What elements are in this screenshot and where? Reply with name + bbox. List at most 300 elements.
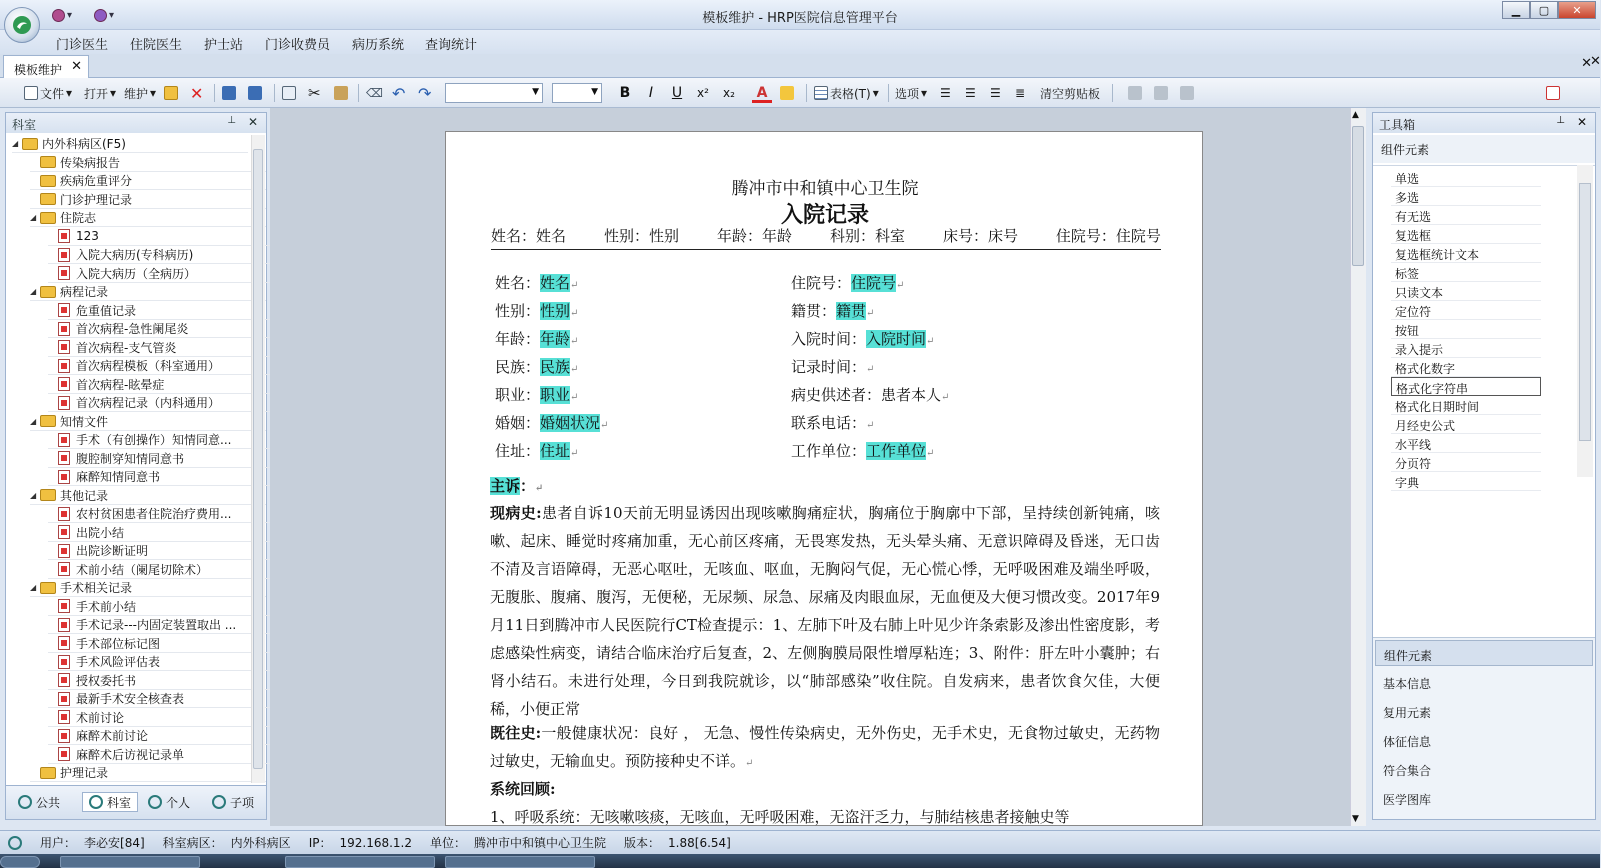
document-icon [58,655,70,669]
tree-item[interactable] [48,265,284,283]
component-list-scrollbar-thumb[interactable] [1579,183,1591,441]
tab-department-label: 科室 [107,795,132,810]
document-icon [58,470,70,484]
tree-item[interactable] [48,524,284,542]
paragraph-mark-icon: ↵ [600,420,609,431]
eraser-button[interactable] [366,83,383,103]
tree-item[interactable] [48,709,284,727]
redo-button[interactable] [418,83,431,103]
toolbar [0,78,1600,108]
present-illness-label: 现病史: [490,504,542,522]
patient-field[interactable] [791,356,874,377]
chevron-down-icon: ▾ [921,86,928,100]
open-folder-button[interactable] [164,83,178,103]
document-icon [58,433,70,447]
component-item[interactable]: 单选 [1391,168,1541,187]
toolbox-nav-item[interactable]: 复用元素 [1383,706,1432,720]
patient-field[interactable] [495,328,578,349]
tree-label: 入院大病历（全病历） [76,266,197,281]
field-value[interactable]: 婚姻状况 [540,414,601,432]
field-value[interactable]: 年龄 [540,330,571,348]
close-icon[interactable]: ✕ [247,115,258,129]
close-icon[interactable]: ✕ [71,59,82,74]
tree-label: 出院诊断证明 [76,544,149,558]
copy-icon [282,86,296,100]
tree-item[interactable] [48,727,284,745]
align-center-icon: ☰ [965,86,976,100]
tree-label: 手术（有创操作）知情同意... [76,433,232,447]
tree-item[interactable] [48,690,284,708]
field-value[interactable]: 姓名 [540,274,571,292]
tool-button-3[interactable] [1180,83,1194,103]
pin-icon[interactable]: ⊥ [227,115,236,126]
status-dept-value: 内外科病区 [230,836,291,850]
folder-icon [22,138,38,150]
paste-button[interactable] [334,83,348,103]
toolbox-title: 工具箱 [1379,118,1416,132]
document-icon [58,229,70,243]
template-tree [6,135,250,783]
status-unit-value: 腾冲市中和镇中心卫生院 [474,836,607,850]
tree-item[interactable] [48,320,284,338]
component-item[interactable]: 复选框 [1391,225,1541,244]
component-item[interactable]: 有无选 [1391,206,1541,225]
tree-folder[interactable] [30,283,266,301]
mail-icon [1154,86,1168,100]
field-value[interactable]: 职业 [540,386,571,404]
tree-folder[interactable] [30,191,266,209]
document-icon [58,729,70,743]
document-icon [58,636,70,650]
patient-field[interactable] [791,328,934,349]
folder-icon [40,193,56,205]
patient-field[interactable] [495,440,578,461]
tree-item[interactable] [48,672,284,690]
tree-folder[interactable] [30,487,266,505]
component-item[interactable]: 格式化日期时间 [1391,396,1541,415]
paragraph-mark-icon: ↵ [941,392,950,403]
font-family-select[interactable] [445,83,543,103]
options-label: 选项 [895,86,920,101]
document-icon [58,451,70,465]
component-item[interactable]: 只读文本 [1391,282,1541,301]
scroll-down-icon[interactable]: ▼ [1352,814,1359,824]
present-illness[interactable] [490,499,1160,723]
tree-label: 手术相关记录 [60,581,133,595]
tree-label: 授权委托书 [76,673,137,688]
tree-folder[interactable] [30,413,266,431]
document-icon [58,359,70,373]
taskbar-item[interactable] [285,856,435,868]
expand-triangle-icon[interactable]: ◢ [30,287,37,296]
tree-label: 麻醉术前讨论 [76,729,149,743]
status-unit [430,834,606,851]
chevron-down-icon: ▾ [66,86,73,100]
document-icon [58,396,70,410]
field-value[interactable]: 住址 [540,442,571,460]
patient-field[interactable] [791,272,904,293]
close-icon[interactable]: ✕ [1581,56,1592,71]
toolbox-nav-item[interactable]: 医学图库 [1383,793,1432,807]
align-center-button[interactable] [965,83,976,103]
past-history-text: 一般健康状况：良好 ， 无急、慢性传染病史，无外伤史，无手术史，无食物过敏史，无药物过敏史，无输血史。预防接种史不详。 [490,724,1160,770]
tree-label: 123 [76,229,99,243]
field-label: 入院时间： [791,330,867,348]
tab-subitem[interactable] [212,792,254,812]
undo-button[interactable] [392,83,405,103]
paragraph-mark-icon: ↵ [866,364,875,375]
tree-item[interactable] [48,616,284,634]
table-icon [814,86,828,100]
bold-button[interactable]: B [619,85,631,101]
patient-field[interactable] [495,412,608,433]
field-label: 年龄： [495,330,541,348]
justify-button[interactable] [1015,83,1025,103]
field-value[interactable]: 性别 [540,302,571,320]
tree-label: 农村贫困患者住院治疗费用... [76,507,232,521]
toolbar-separator [1112,84,1113,102]
status-ip [309,834,412,851]
header-age[interactable]: 年龄：年龄 [716,227,792,245]
paragraph-mark-icon: ↵ [926,448,935,459]
header-name[interactable]: 姓名：姓名 [491,227,567,245]
menu-query-stats[interactable]: 查询统计 [425,38,478,53]
component-item[interactable]: 月经史公式 [1391,415,1541,434]
superscript-button[interactable]: x² [697,86,709,100]
pdf-export-button[interactable] [1546,83,1560,103]
systems-review-label[interactable]: 系统回顾: [490,780,556,798]
component-item[interactable]: 标签 [1391,263,1541,282]
component-item[interactable]: 按钮 [1391,320,1541,339]
field-label: 病史供述者： [791,386,882,404]
document-scrollbar-thumb[interactable] [1352,126,1364,266]
document-icon [58,692,70,706]
clear-clipboard-button[interactable]: 清空剪贴板 [1040,86,1101,101]
tree-label: 首次病程模板（科室通用） [76,359,221,373]
open-menu-button[interactable] [84,83,116,103]
options-menu-button[interactable] [895,83,927,103]
tree-label: 术前讨论 [76,710,125,725]
status-ip-value: 192.168.1.2 [339,836,412,850]
patient-field[interactable] [791,412,874,433]
paragraph-mark-icon: ↵ [570,280,579,291]
tree-label: 术前小结（阑尾切除术） [76,562,209,577]
title-bar [0,0,1600,30]
eraser-icon: ⌫ [366,86,383,100]
tree-label: 出院小结 [76,525,125,540]
paragraph-mark-icon: ↵ [926,336,935,347]
align-left-button[interactable] [940,83,951,103]
chevron-down-icon: ▾ [872,86,879,100]
toolbox-nav-item[interactable]: 组件元素 [1375,640,1593,666]
tree-label: 最新手术安全核查表 [76,692,185,706]
toolbox-nav-item[interactable]: 基本信息 [1383,677,1432,691]
clipboard-icon [1128,86,1142,100]
table-label: 表格(T) [830,86,871,101]
expand-triangle-icon[interactable]: ◢ [30,490,37,500]
chevron-down-icon: ▾ [109,9,115,21]
component-item[interactable]: 复选框统计文本 [1391,244,1541,263]
align-right-icon: ☰ [990,86,1001,100]
paragraph-mark-icon: ↵ [570,336,579,347]
menu-nurse-station[interactable]: 护士站 [204,38,244,53]
pdf-icon [1546,86,1560,100]
subscript-button[interactable]: x₂ [723,86,735,100]
component-item[interactable]: 多选 [1391,187,1541,206]
paragraph-mark-icon: ↵ [570,448,579,459]
scroll-up-icon[interactable]: ▲ [1352,110,1359,120]
underline-button[interactable]: U [671,85,683,101]
patient-field[interactable] [495,272,578,293]
toolbox-nav-item[interactable]: 符合集合 [1383,764,1432,778]
menu-outpatient-doctor[interactable]: 门诊医生 [56,38,109,53]
tree-item[interactable] [48,431,284,449]
field-value[interactable]: 民族 [540,358,571,376]
component-list [1373,165,1595,490]
component-item[interactable]: 格式化字符串 [1391,377,1541,396]
tab-department[interactable] [82,792,138,812]
patient-field[interactable] [791,384,949,405]
tree-label: 首次病程-急性阑尾炎 [76,322,189,336]
save-button[interactable] [222,83,236,103]
present-illness-text: 患者自诉10天前无明显诱因出现咳嗽胸痛症状，胸痛位于胸廓中下部，呈持续创新钝痛，咳嗽、起床、睡觉时疼痛加重，无心前区疼痛，无畏寒发热，无头晕头痛、无意识障碍及昏迷，无口齿不清及言语障碍，无恶心呕吐，无咳血、呕血，无胸闷气促，无心慌心悸，无呼吸困难及端坐呼吸，无腹胀、腹痛、腹泻，无便秘，无尿频、尿急、尿痛及肉眼血尿，无血便及大便习惯改变。2017年9月11日到腾冲市人民医院行CT检查提示：1、左肺下叶及右肺上叶见少许条索影及渗出性密度影，考虑感染性病变，请结合临床治疗后复查，2、左侧胸膜局限性增厚粘连；3、附件：肝左叶小囊肿；右肾小结石。未进行处理，今日到我院就诊，以“肺部感染”收住院。自发病来，患者饮食欠佳，大便稀，小便正常 [490,504,1160,718]
patient-field[interactable] [495,384,578,405]
tree-folder[interactable] [30,209,266,227]
status-bar [0,830,1600,854]
component-item[interactable]: 格式化数字 [1391,358,1541,377]
tree-item[interactable] [48,246,284,264]
tree-item[interactable] [48,302,284,320]
close-button[interactable]: ✕ [1558,1,1596,19]
document-icon [58,303,70,317]
save-icon [222,86,236,100]
tree-label: 麻醉知情同意书 [76,470,161,484]
tab-public[interactable] [18,792,60,812]
tree-label: 手术部位标记图 [76,636,161,651]
chief-complaint[interactable]: 主诉：↵ [490,477,544,495]
document-icon [58,618,70,632]
taskbar-item[interactable] [445,856,595,868]
file-label: 文件 [40,86,65,101]
menu-inpatient-doctor[interactable]: 住院医生 [130,38,183,53]
tree-label: 首次病程-眩晕症 [76,377,165,392]
document-header-line [491,225,1161,250]
tree-item[interactable] [48,376,284,394]
justify-icon: ≣ [1015,86,1026,100]
patient-field[interactable] [495,300,578,321]
document-icon [58,599,70,613]
field-plain-value[interactable]: 患者本人 [881,386,942,404]
expand-triangle-icon[interactable]: ◢ [30,213,37,222]
document-icon [58,544,70,558]
delete-button[interactable] [190,83,203,103]
tool-button-2[interactable] [1154,83,1168,103]
status-unit-label: 单位： [430,836,467,850]
status-version-label: 版本： [624,836,661,850]
tree-folder[interactable] [30,579,266,597]
expand-triangle-icon[interactable]: ◢ [12,139,19,148]
department-panel-tabs [6,785,266,819]
field-value[interactable]: 工作单位 [866,442,927,460]
toolbox-nav-item[interactable]: 体征信息 [1383,735,1432,749]
patient-field[interactable] [791,440,934,461]
taskbar-item[interactable] [60,856,200,868]
tree-folder[interactable] [30,154,266,172]
table-menu-button[interactable] [814,83,879,103]
tree-item[interactable] [48,450,284,468]
close-icon[interactable]: ✕ [1590,54,1601,69]
header-inpatient-no[interactable]: 住院号：住院号 [1055,227,1161,245]
toolbox-nav [1373,637,1595,819]
tree-scrollbar-thumb[interactable] [253,149,263,769]
component-item[interactable]: 录入提示 [1391,339,1541,358]
patient-field[interactable] [495,356,578,377]
hospital-name: 腾冲市中和镇中心卫生院 [731,179,919,199]
tree-item[interactable] [48,561,284,579]
tree-item[interactable] [48,598,284,616]
delete-x-icon: ✕ [190,83,204,103]
maintain-menu-button[interactable] [124,83,156,103]
component-item[interactable]: 字典 [1391,472,1541,491]
document-icon [58,322,70,336]
globe-icon [18,795,32,809]
department-panel-header [6,113,266,133]
patient-field[interactable] [791,300,874,321]
tree-item[interactable] [48,746,284,764]
tree-item[interactable] [48,339,284,357]
component-item[interactable]: 水平线 [1391,434,1541,453]
status-version-value: 1.88[6.54] [668,836,731,850]
department-panel [5,112,267,820]
tree-item[interactable] [48,468,284,486]
expand-triangle-icon[interactable]: ◢ [30,416,37,426]
redo-icon: ↷ [418,83,432,103]
paragraph-mark-icon: ↵ [570,308,579,319]
tree-item[interactable] [48,505,284,523]
chevron-down-icon: ▾ [150,86,157,100]
cut-button[interactable] [308,83,321,103]
tree-folder[interactable] [30,764,266,782]
save-all-button[interactable] [248,83,262,103]
tree-item[interactable] [48,228,284,246]
toolbar-separator [806,84,807,102]
systems-review-text[interactable]: 1、呼吸系统：无咳嗽咳痰，无咳血，无呼吸困难，无盗汗乏力，与肺结核患者接触史等 [490,808,1070,826]
pin-icon[interactable]: ⊥ [1556,115,1565,126]
field-label: 住院号： [791,274,852,292]
expand-triangle-icon[interactable]: ◢ [30,583,37,592]
tab-personal-label: 个人 [166,795,191,810]
folder-icon [40,767,56,779]
chief-complaint-label: 主诉 [490,477,521,495]
tree-label: 内外科病区(F5) [42,137,126,151]
department-icon [89,795,103,809]
field-value[interactable]: 入院时间 [866,330,927,348]
header-gender[interactable]: 性别：性别 [603,227,679,245]
tree-item[interactable] [48,635,284,653]
file-menu-button[interactable] [24,83,72,103]
field-value[interactable]: 住院号 [851,274,897,292]
open-label: 打开 [84,86,109,101]
menu-emr-system[interactable]: 病历系统 [352,38,405,53]
header-bed[interactable]: 床号：床号 [942,227,1018,245]
field-label: 籍贯： [791,302,837,320]
tree-item[interactable] [48,542,284,560]
status-ip-label: IP： [308,836,332,850]
minimize-button[interactable]: ▁ [1502,1,1530,19]
status-icon [8,836,22,850]
new-file-icon [24,86,38,100]
field-value[interactable]: 籍贯 [836,302,867,320]
status-user [40,834,145,851]
tree-label: 入院大病历(专科病历) [76,248,194,262]
menu-bar [0,30,1600,54]
tab-template-maintenance[interactable] [3,55,89,79]
tree-item[interactable] [48,357,284,375]
field-label: 民族： [495,358,541,376]
tree-folder[interactable] [12,135,248,153]
tree-folder[interactable] [30,172,266,190]
tree-label: 腹腔制穿知情同意书 [76,451,185,466]
chevron-down-icon: ▼ [532,87,539,97]
tree-label: 疾病危重评分 [60,174,133,188]
tab-subitem-label: 子项 [230,795,255,810]
maximize-button[interactable]: ▢ [1530,1,1558,19]
document-page[interactable] [445,131,1203,826]
font-color-button[interactable]: A [752,83,772,103]
tree-label: 手术记录---内固定装置取出 ... [76,618,237,632]
toolbar-separator [888,84,889,102]
tree-item[interactable] [48,394,284,412]
header-department[interactable]: 科别：科室 [829,227,905,245]
past-history[interactable]: 既往史:一般健康状况：良好 ， 无急、慢性传染病史，无外伤史，无手术史，无食物过敏史，无药物过敏史，无输血史。预防接种史不详。↵ [490,724,1160,770]
document-icon [58,525,70,539]
copy-button[interactable] [282,83,296,103]
status-user-label: 用户： [40,836,77,850]
tool-button-1[interactable] [1128,83,1142,103]
field-label: 姓名： [495,274,541,292]
tab-personal[interactable] [148,792,190,812]
component-item[interactable]: 定位符 [1391,301,1541,320]
undo-icon: ↶ [392,83,406,103]
document-icon [58,266,70,280]
folder-icon [40,156,56,168]
menu-outpatient-cashier[interactable]: 门诊收费员 [265,38,331,53]
status-dept [163,834,291,851]
subitem-icon [212,795,226,809]
tree-item[interactable] [48,653,284,671]
close-icon[interactable]: ✕ [1576,115,1587,129]
department-panel-title: 科室 [12,118,37,132]
highlighter-icon [780,86,794,100]
font-size-select[interactable] [552,83,602,103]
tree-label: 其他记录 [60,488,109,503]
user-icon [148,795,162,809]
gear-icon [1180,86,1194,100]
paragraph-mark-icon: ↵ [570,392,579,403]
toolbar-separator [358,84,359,102]
document-icon [58,377,70,391]
component-item[interactable]: 分页符 [1391,453,1541,472]
start-button[interactable] [0,856,40,868]
highlight-button[interactable] [780,83,794,103]
align-right-button[interactable] [990,83,1001,103]
field-label: 记录时间： [791,358,867,376]
italic-button[interactable]: I [648,85,654,101]
document-icon [58,562,70,576]
toolbox-subtitle: 组件元素 [1373,135,1595,163]
app-logo-icon[interactable] [4,7,40,43]
tree-label: 麻醉术后访视记录单 [76,747,185,762]
